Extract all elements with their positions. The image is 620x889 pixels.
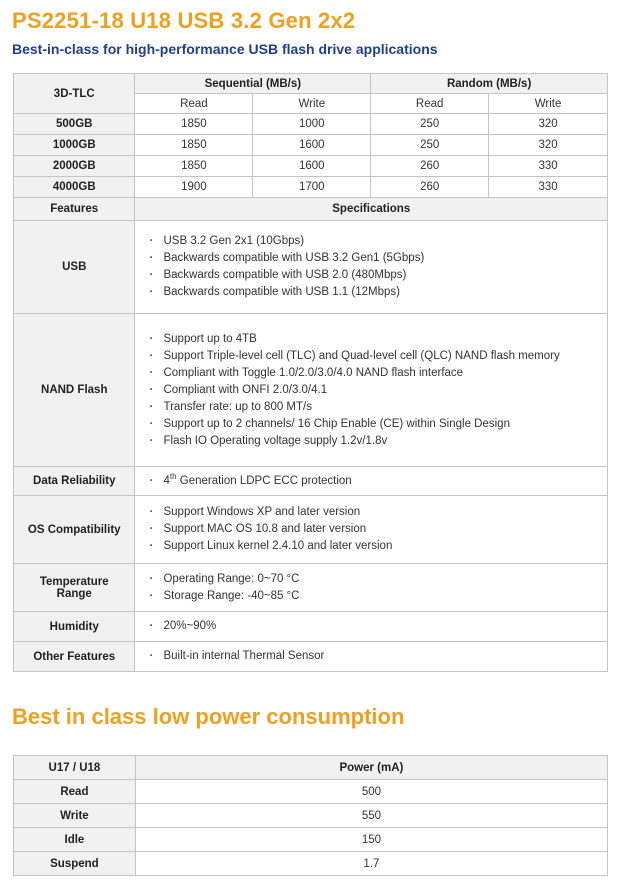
usb-spec xyxy=(135,221,608,314)
reliability-label: Data Reliability xyxy=(14,467,135,496)
sequential-header: Sequential (MB/s) xyxy=(135,74,371,94)
table-row xyxy=(14,135,608,156)
page-subtitle: Best-in-class for high-performance USB flash drive applications xyxy=(12,41,438,57)
power-value-cell: 150 xyxy=(135,828,607,852)
capacity-cell: 1000GB xyxy=(14,135,135,156)
list-item: · Support up to 2 channels/ 16 Chip Enable (CE) within Single Design xyxy=(149,416,607,433)
list-item: · Backwards compatible with USB 3.2 Gen1 (5Gbps) xyxy=(149,250,607,267)
list-item: · Support up to 4TB xyxy=(149,331,607,348)
seq-read-cell: 1850 xyxy=(135,135,253,156)
capacity-cell: 4000GB xyxy=(14,177,135,198)
table-row xyxy=(14,828,608,852)
os-row xyxy=(14,496,608,564)
power-value-cell: 550 xyxy=(135,804,607,828)
list-item: · Support Triple-level cell (TLC) and Quad-level cell (QLC) NAND flash memory xyxy=(149,348,607,365)
power-value-cell: 1.7 xyxy=(135,852,607,876)
list-item: · Storage Range: -40~85 °C xyxy=(149,588,607,605)
other-features-spec xyxy=(135,642,608,672)
os-label: OS Compatibility xyxy=(14,496,135,564)
temperature-row xyxy=(14,564,608,612)
humidity-row xyxy=(14,612,608,642)
reliability-row xyxy=(14,467,608,496)
temperature-label-line1: Temperature xyxy=(39,575,109,588)
rand-read-cell: 260 xyxy=(371,156,489,177)
rand-write-cell: 320 xyxy=(489,114,608,135)
list-item: · USB 3.2 Gen 2x1 (10Gbps) xyxy=(149,233,607,250)
mode-cell: Read xyxy=(14,780,136,804)
temperature-label xyxy=(14,564,135,612)
temperature-label-line2: Range xyxy=(56,587,92,600)
list-item: · 20%~90% xyxy=(149,618,607,635)
list-item: · Built-in internal Thermal Sensor xyxy=(149,648,607,665)
perf-corner-header: 3D-TLC xyxy=(14,74,135,114)
list-item xyxy=(149,473,607,490)
other-features-label: Other Features xyxy=(14,642,135,672)
seq-write-header: Write xyxy=(253,94,371,114)
list-item: · Operating Range: 0~70 °C xyxy=(149,571,607,588)
list-item: · Backwards compatible with USB 2.0 (480Mbps) xyxy=(149,267,607,284)
table-row xyxy=(14,852,608,876)
power-section-heading: Best in class low power consumption xyxy=(12,704,405,729)
rand-read-cell: 260 xyxy=(371,177,489,198)
humidity-label: Humidity xyxy=(14,612,135,642)
specifications-header: Specifications xyxy=(135,198,608,221)
list-item: · Support Windows XP and later version xyxy=(149,504,607,521)
list-item: · Transfer rate: up to 800 MT/s xyxy=(149,399,607,416)
humidity-spec xyxy=(135,612,608,642)
model-header: U17 / U18 xyxy=(14,756,136,780)
seq-read-header: Read xyxy=(135,94,253,114)
seq-read-cell: 1850 xyxy=(135,156,253,177)
rand-read-cell: 250 xyxy=(371,114,489,135)
rand-write-cell: 320 xyxy=(489,135,608,156)
seq-write-cell: 1700 xyxy=(253,177,371,198)
os-spec xyxy=(135,496,608,564)
power-value-cell: 500 xyxy=(135,780,607,804)
temperature-spec xyxy=(135,564,608,612)
power-header: Power (mA) xyxy=(135,756,607,780)
seq-write-cell: 1600 xyxy=(253,156,371,177)
generation-number: 4 xyxy=(163,474,170,487)
table-row xyxy=(14,780,608,804)
list-item: · Support Linux kernel 2.4.10 and later version xyxy=(149,538,607,555)
random-header: Random (MB/s) xyxy=(371,74,608,94)
page-title: PS2251-18 U18 USB 3.2 Gen 2x2 xyxy=(12,8,356,33)
table-row xyxy=(14,804,608,828)
table-row xyxy=(14,177,608,198)
power-table xyxy=(13,755,608,876)
nand-label: NAND Flash xyxy=(14,314,135,467)
reliability-text: Generation LDPC ECC protection xyxy=(176,474,352,487)
list-item: · Support MAC OS 10.8 and later version xyxy=(149,521,607,538)
mode-cell: Suspend xyxy=(14,852,136,876)
reliability-spec xyxy=(135,467,608,496)
ordinal-suffix: th xyxy=(169,471,177,481)
usb-row xyxy=(14,221,608,314)
seq-read-cell: 1850 xyxy=(135,114,253,135)
capacity-cell: 2000GB xyxy=(14,156,135,177)
list-item: · Compliant with ONFI 2.0/3.0/4.1 xyxy=(149,382,607,399)
spec-table xyxy=(13,73,608,672)
rand-read-cell: 250 xyxy=(371,135,489,156)
rand-write-cell: 330 xyxy=(489,177,608,198)
nand-spec xyxy=(135,314,608,467)
seq-write-cell: 1600 xyxy=(253,135,371,156)
rand-write-header: Write xyxy=(489,94,608,114)
usb-label: USB xyxy=(14,221,135,314)
seq-read-cell: 1900 xyxy=(135,177,253,198)
seq-write-cell: 1000 xyxy=(253,114,371,135)
mode-cell: Write xyxy=(14,804,136,828)
list-item: · Flash IO Operating voltage supply 1.2v/1.8v xyxy=(149,433,607,450)
table-row xyxy=(14,114,608,135)
mode-cell: Idle xyxy=(14,828,136,852)
table-row xyxy=(14,156,608,177)
rand-write-cell: 330 xyxy=(489,156,608,177)
list-item: · Compliant with Toggle 1.0/2.0/3.0/4.0 NAND flash interface xyxy=(149,365,607,382)
capacity-cell: 500GB xyxy=(14,114,135,135)
nand-row xyxy=(14,314,608,467)
list-item: · Backwards compatible with USB 1.1 (12Mbps) xyxy=(149,284,607,301)
features-header: Features xyxy=(14,198,135,221)
rand-read-header: Read xyxy=(371,94,489,114)
other-features-row xyxy=(14,642,608,672)
